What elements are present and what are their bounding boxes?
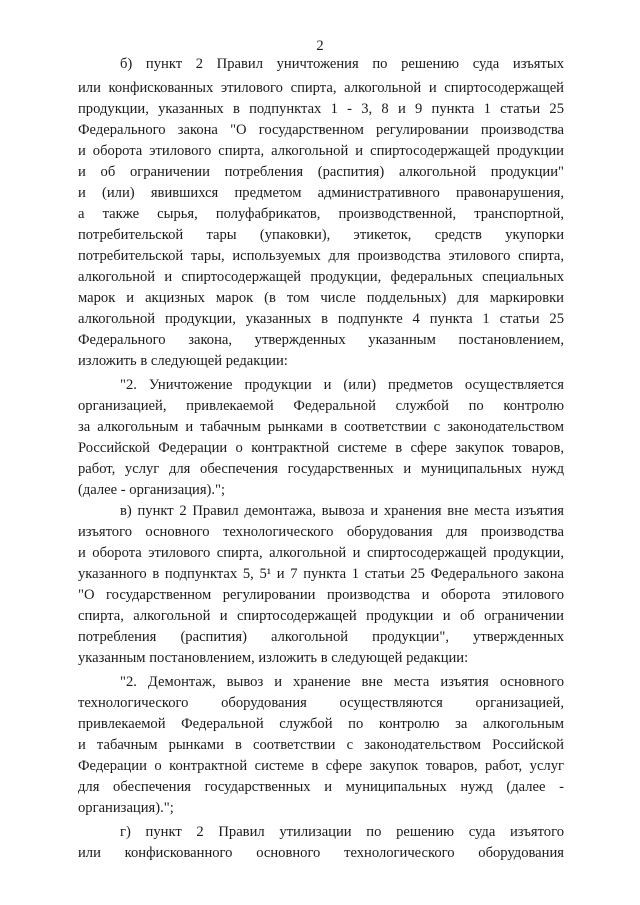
text-line: продукции, указанных в подпунктах 1 - 3, 8 и 9 пункта 1 статьи 25 [78,101,564,117]
text-line: изъятого основного технологического оборудования для производства [78,524,564,540]
text-line: технологического оборудования осуществляются организацией, [78,695,564,711]
text-line: "2. Уничтожение продукции и (или) предметов осуществляется [120,377,564,393]
text-line: и оборота этилового спирта, алкогольной и спиртосодержащей продукции, [78,545,564,561]
text-line: Российской Федерации о контрактной системе в сфере закупок товаров, [78,440,564,456]
text-line: и (или) явившихся предметом административного правонарушения, [78,185,564,201]
text-line: указанного в подпунктах 5, 5¹ и 7 пункта 1 статьи 25 Федерального закона [78,566,564,582]
text-line: г) пункт 2 Правил утилизации по решению суда изъятого [120,824,564,840]
text-line: за алкогольным и табачным рынками в соответствии с законодательством [78,419,564,435]
text-line: потребительской тары (упаковки), этикеток, средств укупорки [78,227,564,243]
text-line: Федерального закона "О государственном регулировании производства [78,122,564,138]
text-line: привлекаемой Федеральной службой по контролю за алкогольным [78,716,564,732]
text-line: "О государственном регулировании производства и оборота этилового [78,587,564,603]
text-line: и табачным рынками в соответствии с законодательством Российской [78,737,564,753]
page-number: 2 [316,38,324,54]
text-line: организация)."; [78,800,174,816]
text-line: организацией, привлекаемой Федеральной службой по контролю [78,398,564,414]
text-line: в) пункт 2 Правил демонтажа, вывоза и хранения вне места изъятия [120,503,564,519]
text-line: Федерального закона, утвержденных указанным постановлением, [78,332,564,348]
text-line: спирта, алкогольной и спиртосодержащей продукции и об ограничении [78,608,564,624]
text-line: а также сырья, полуфабрикатов, производственной, транспортной, [78,206,564,222]
text-line: алкогольной и спиртосодержащей продукции, федеральных специальных [78,269,564,285]
text-line: алкогольной продукции, указанных в подпункте 4 пункта 1 статьи 25 [78,311,564,327]
text-line: изложить в следующей редакции: [78,353,288,369]
text-line: и об ограничении потребления (распития) алкогольной продукции" [78,164,564,180]
text-line: Федерации о контрактной системе в сфере закупок товаров, работ, услуг [78,758,564,774]
text-line: указанным постановлением, изложить в следующей редакции: [78,650,469,666]
text-line: марок и акцизных марок (в том числе поддельных) для маркировки [78,290,564,306]
text-line: и оборота этилового спирта, алкогольной и спиртосодержащей продукции [78,143,564,159]
text-line: для обеспечения государственных и муниципальных нужд (далее - [78,779,564,795]
text-line: б) пункт 2 Правил уничтожения по решению суда изъятых [120,56,564,72]
text-line: потребительской тары, используемых для производства этилового спирта, [78,248,564,264]
text-line: потребления (распития) алкогольной продукции", утвержденных [78,629,564,645]
text-line: или конфискованных этилового спирта, алкогольной и спиртосодержащей [78,80,564,96]
text-line: (далее - организация)."; [78,482,226,498]
text-line: работ, услуг для обеспечения государственных и муниципальных нужд [78,461,564,477]
text-line: "2. Демонтаж, вывоз и хранение вне места изъятия основного [120,674,564,690]
text-line: или конфискованного основного технологического оборудования [78,845,564,861]
